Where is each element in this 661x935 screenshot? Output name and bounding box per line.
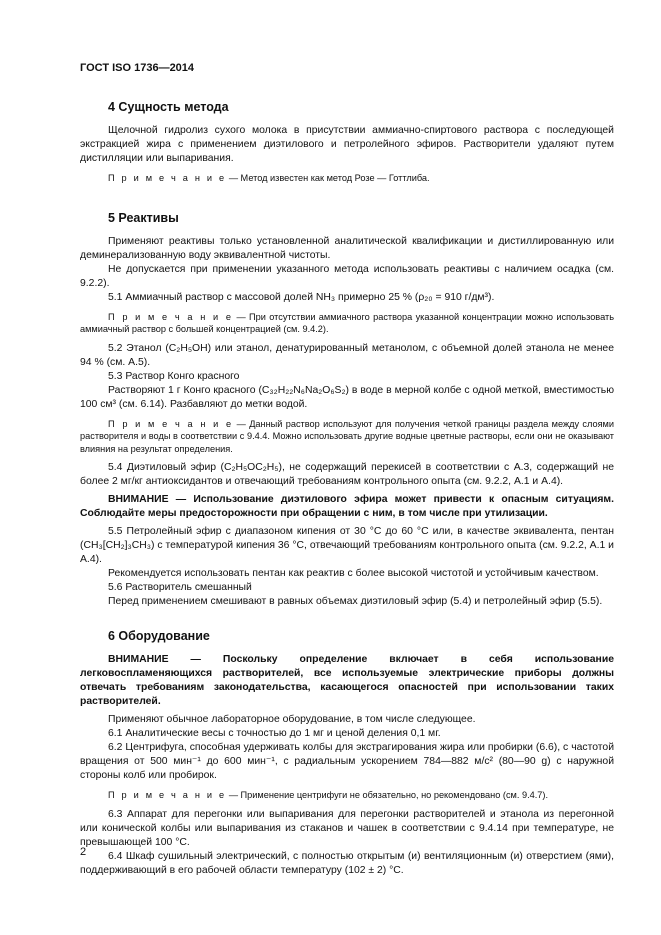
note-text: — Данный раствор используют для получения четкой границы раздела между слоями растворителя и воды в соответствии с 9.4.4. Можно использовать другие водные цветные растворы, если они не оказывают влияния на результат определения. [80, 418, 615, 454]
warning-text: ВНИМАНИЕ — Использование диэтилового эфира может привести к опасным ситуациям. Соблюдайте меры предосторожности при обращении с ним, в том числе при утилизации. [80, 494, 614, 519]
note-label: П р и м е ч а н и е [108, 418, 234, 429]
paragraph: 6.1 Аналитические весы с точностью до 1 мг и ценой деления 0,1 мг. [108, 728, 441, 739]
note-label: П р и м е ч а н и е [108, 173, 227, 183]
section-5-note-2 [80, 418, 614, 456]
note-text: — Применение центрифуги не обязательно, но рекомендовано (см. 9.4.7). [226, 790, 549, 800]
paragraph: Перед применением смешивают в равных объемах диэтиловый эфир (5.4) и петролейный эфир (5.5). [108, 596, 603, 607]
document-code: ГОСТ ISO 1736—2014 [80, 62, 195, 74]
paragraph: 5.5 Петролейный эфир с диапазоном кипения от 30 °С до 60 °С или, в качестве эквивалента, пентан (CH₃[CH₂]₃CH₃) с температурой кипения 36 °С, отвечающий требованиям контрольного опыта (см. 9.2.2, А.1 и А.4). [80, 526, 614, 565]
paragraph: Применяют реактивы только установленной аналитической квалификации и дистиллированную или деминерализованную воду эквивалентной чистоты. [80, 235, 614, 261]
section-5-title: 5 Реактивы [108, 210, 179, 225]
note-text: — Метод известен как метод Розе — Готтлиба. [226, 173, 430, 183]
paragraph: 5.2 Этанол (C₂H₅OH) или этанол, денатурированный метанолом, с объемной долей этанола не менее 94 % (см. А.5). [80, 342, 614, 368]
paragraph: Применяют обычное лабораторное оборудование, в том числе следующее. [108, 714, 476, 725]
page-number: 2 [80, 846, 87, 858]
paragraph: 6.3 Аппарат для перегонки или выпаривания для перегонки растворителей и этанола из перегонной или конической колбы или выпаривания из стаканов и чашек в соответствии с 9.4.14 при температуре, не превышающей 100 °С. [80, 808, 614, 848]
section-4-note [80, 172, 614, 185]
note-label: П р и м е ч а н и е [108, 311, 234, 322]
document-page [80, 62, 614, 878]
section-5-note-1 [80, 311, 614, 336]
section-6-title: 6 Оборудование [108, 629, 210, 643]
paragraph: 6.2 Центрифуга, способная удерживать колбы для экстрагирования жира или пробирки (6.6), с частотой вращения от 500 мин⁻¹ до 600 мин⁻¹, с радиальным ускорением 784—882 м/с² (80—90 g) с наружной стороны колб или пробирок. [80, 742, 614, 781]
warning-text: ВНИМАНИЕ — Поскольку определение включает в себя использование легковоспламеняющихся растворителей, все используемые электрические приборы должны отвечать требованиям законодательства, касающегося опасностей при использовании таких растворителей. [80, 654, 614, 707]
note-label: П р и м е ч а н и е [108, 790, 227, 800]
section-4-paragraph: Щелочной гидролиз сухого молока в присутствии аммиачно-спиртового раствора с последующей экстракцией жира с применением диэтилового и петролейного эфиров. Растворители удаляют путем дистилляции или выпаривания. [80, 125, 614, 164]
paragraph: Растворяют 1 г Конго красного (C₃₂H₂₂N₆Na₂O₆S₂) в воде в мерной колбе с одной меткой, вместимостью 100 см³ (см. 6.14). Разбавляют до метки водой. [80, 384, 614, 410]
paragraph: 5.3 Раствор Конго красного [108, 370, 240, 382]
paragraph: Рекомендуется использовать пентан как реактив с более высокой чистотой и устойчивым качеством. [108, 568, 599, 579]
section-6-note [80, 789, 614, 802]
paragraph: 5.1 Аммиачный раствор с массовой долей NH₃ примерно 25 % (ρ₂₀ = 910 г/дм³). [108, 291, 495, 303]
paragraph: 6.4 Шкаф сушильный электрический, с полностью открытым (и) вентиляционным (и) отверстием (ями), поддерживающий в его рабочей области температуру (102 ± 2) °С. [80, 850, 614, 876]
paragraph: Не допускается при применении указанного метода использовать реактивы с наличием осадка (см. 9.2.2). [80, 263, 614, 289]
paragraph: 5.6 Растворитель смешанный [108, 582, 252, 593]
section-4-title: 4 Сущность метода [108, 100, 229, 114]
paragraph: 5.4 Диэтиловый эфир (C₂H₅OC₂H₅), не содержащий перекисей в соответствии с А.3, содержащий не более 2 мг/кг антиоксидантов и отвечающий требованиям контрольного опыта (см. 9.2.2, А.1 и А.4). [80, 462, 614, 487]
note-text: — При отсутствии аммиачного раствора указанной концентрации можно использовать аммиачный раствор с большей концентрацией (см. 9.4.2). [80, 311, 614, 334]
